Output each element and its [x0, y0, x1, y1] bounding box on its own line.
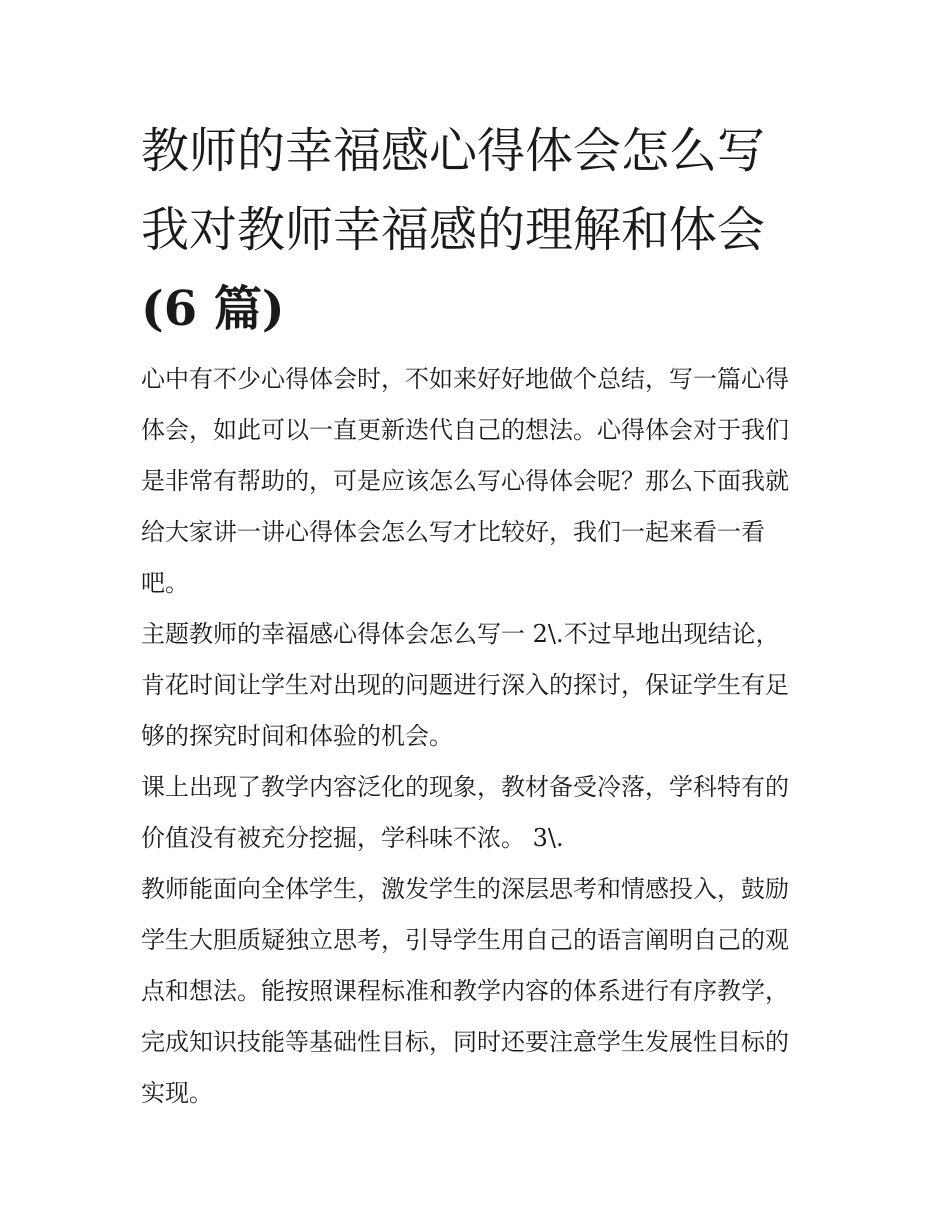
title-line-1: 教师的幸福感心得体会怎么写 — [141, 123, 766, 179]
text-line: 够的探究时间和体验的机会。 — [141, 722, 453, 750]
text-line: 完成知识技能等基础性目标，同时还要注意学生发展性目标的 — [141, 1028, 789, 1056]
text-line: 体会，如此可以一直更新迭代自己的想法。心得体会对于我们 — [141, 416, 789, 444]
paragraph-topic — [141, 609, 821, 762]
text-line: 肯花时间让学生对出现的问题进行深入的探讨，保证学生有足 — [141, 671, 789, 699]
paragraph-teacher — [141, 864, 821, 1119]
paragraph-intro — [141, 354, 821, 609]
title-line-3: (6 篇) — [141, 281, 285, 337]
text-line: 心中有不少心得体会时，不如来好好地做个总结，写一篇心得 — [141, 365, 789, 393]
text-line: 是非常有帮助的，可是应该怎么写心得体会呢？那么下面我就 — [141, 467, 789, 495]
text-line: 主题教师的幸福感心得体会怎么写一 2\.不过早地出现结论， — [141, 620, 780, 648]
text-line: 实现。 — [141, 1079, 213, 1107]
paragraph-class — [141, 762, 821, 864]
text-line: 给大家讲一讲心得体会怎么写才比较好，我们一起来看一看 — [141, 518, 765, 546]
text-line: 点和想法。能按照课程标准和教学内容的体系进行有序教学， — [141, 977, 789, 1005]
text-line: 价值没有被充分挖掘，学科味不浓。 3\. — [141, 824, 564, 852]
document-title — [141, 112, 821, 349]
text-line: 学生大胆质疑独立思考，引导学生用自己的语言阐明自己的观 — [141, 926, 789, 954]
text-line: 教师能面向全体学生，激发学生的深层思考和情感投入，鼓励 — [141, 875, 789, 903]
document-body — [141, 354, 821, 1119]
text-line: 吧。 — [141, 569, 189, 597]
title-line-2: 我对教师幸福感的理解和体会 — [141, 202, 766, 258]
text-line: 课上出现了教学内容泛化的现象，教材备受冷落，学科特有的 — [141, 773, 789, 801]
